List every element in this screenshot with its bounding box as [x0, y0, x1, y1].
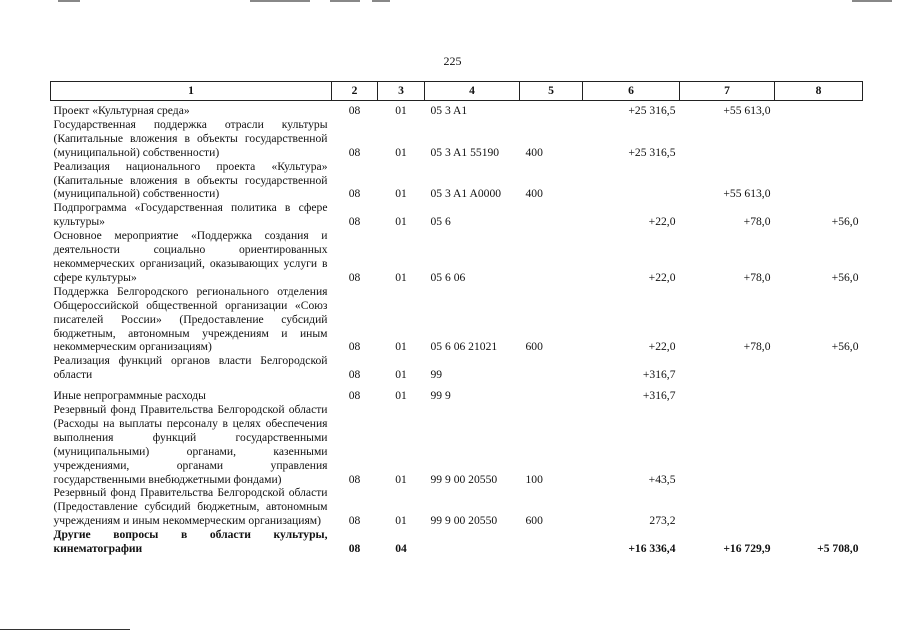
subsection-code: 01 — [395, 145, 407, 159]
row-description: Государственная поддержка отрасли культуры (Капитальные вложения в объекты государственной (муниципальной) собственности) — [53, 117, 328, 159]
section-code: 08 — [348, 104, 361, 117]
table-row — [51, 229, 863, 285]
row-description: Резервный фонд Правительства Белгородской области (Предоставление субсидий бюджетным, автономным учреждениям и иным некоммерческим организациям) — [53, 486, 328, 528]
row-description: Резервный фонд Правительства Белгородской области (Расходы на выплаты персоналу в целях обеспечения выполнения функций государственными (муниципальными) органами, казенными учреждениями, органами управления государственными внебюджетными фондами) — [53, 403, 328, 486]
section-code: 08 — [348, 187, 361, 201]
table-row — [51, 285, 863, 355]
amount-col-7: +78,0 — [743, 215, 771, 229]
amount-col-7: +55 613,0 — [723, 104, 771, 117]
row-description: Иные непрограммные расходы — [53, 389, 206, 403]
header-cell: 8 — [775, 82, 863, 101]
subsection-code: 01 — [395, 215, 407, 229]
header-row — [51, 82, 863, 101]
scan-mark — [330, 0, 360, 2]
section-code: 08 — [348, 542, 361, 556]
amount-col-8 — [775, 403, 863, 486]
amount-col-7: +16 729,9 — [723, 542, 771, 556]
header-cell: 6 — [583, 82, 680, 101]
amount-col-6: +22,0 — [648, 340, 676, 354]
amount-col-7: +55 613,0 — [723, 187, 771, 201]
expense-type-code — [520, 229, 583, 285]
section-code: 08 — [348, 145, 361, 159]
amount-col-8: +56,0 — [831, 340, 859, 354]
amount-col-8 — [775, 118, 863, 160]
amount-col-7 — [680, 118, 775, 160]
section-code: 08 — [348, 270, 361, 284]
amount-col-8: +56,0 — [831, 270, 859, 284]
target-article-code — [425, 528, 520, 556]
target-article-code: 05 3 A1 A0000 — [430, 187, 502, 201]
row-description: Реализация национального проекта «Культура» (Капитальные вложения в объекты государственной (муниципальной) собственности) — [53, 159, 328, 201]
table-row — [51, 201, 863, 229]
amount-col-6: 273,2 — [649, 514, 676, 528]
expense-type-code: 100 — [525, 472, 543, 486]
target-article-code: 05 3 A1 — [430, 104, 468, 117]
header-cell: 2 — [332, 82, 378, 101]
expense-type-code: 400 — [525, 187, 543, 201]
amount-col-8: +56,0 — [831, 215, 859, 229]
subsection-code: 01 — [395, 472, 407, 486]
expense-type-code: 600 — [525, 340, 543, 354]
amount-col-6: +316,7 — [642, 368, 676, 382]
target-article-code: 99 — [430, 368, 443, 382]
section-code: 08 — [348, 215, 361, 229]
row-description: Поддержка Белгородского регионального отделения Общероссийской общественной организации «Союз писателей России» (Предоставление субсидий бюджетным, автономным учреждениям и иным некоммерческим организациям) — [53, 284, 328, 354]
row-description: Подпрограмма «Государственная политика в сфере культуры» — [53, 201, 328, 229]
target-article-code: 05 6 06 — [430, 270, 466, 284]
row-description: Проект «Культурная среда» — [53, 104, 190, 117]
amount-col-6: +25 316,5 — [628, 145, 676, 159]
subsection-code: 01 — [395, 270, 407, 284]
target-article-code: 99 9 — [430, 389, 451, 403]
amount-col-6: +316,7 — [642, 389, 676, 403]
row-description: Реализация функций органов власти Белгородской области — [53, 354, 328, 382]
expense-type-code — [520, 101, 583, 118]
scan-mark — [852, 0, 892, 2]
expense-type-code — [520, 382, 583, 403]
expense-type-code: 600 — [525, 514, 543, 528]
table-row — [51, 403, 863, 486]
table-row — [51, 486, 863, 528]
amount-col-6: +25 316,5 — [628, 104, 676, 117]
amount-col-6: +43,5 — [648, 472, 676, 486]
expense-type-code: 400 — [525, 145, 543, 159]
amount-col-8 — [775, 382, 863, 403]
section-code: 08 — [348, 340, 361, 354]
section-code: 08 — [348, 514, 361, 528]
amount-col-7: +78,0 — [743, 340, 771, 354]
scan-mark — [250, 0, 310, 2]
target-article-code: 99 9 00 20550 — [430, 514, 498, 528]
expense-type-code — [520, 201, 583, 229]
subsection-code: 01 — [395, 368, 407, 382]
amount-col-6: +22,0 — [648, 215, 676, 229]
amount-col-6: +22,0 — [648, 270, 676, 284]
header-cell: 7 — [680, 82, 775, 101]
section-code: 08 — [348, 368, 361, 382]
amount-col-8 — [775, 354, 863, 382]
target-article-code: 99 9 00 20550 — [430, 472, 498, 486]
amount-col-8: +5 708,0 — [817, 542, 859, 556]
amount-col-7 — [680, 354, 775, 382]
scan-mark — [0, 629, 130, 630]
amount-col-7: +78,0 — [743, 270, 771, 284]
subsection-code: 01 — [395, 187, 407, 201]
target-article-code: 05 6 06 21021 — [430, 340, 498, 354]
table-row — [51, 382, 863, 403]
table-row — [51, 160, 863, 202]
amount-col-7 — [680, 486, 775, 528]
amount-col-6: +16 336,4 — [628, 542, 676, 556]
subsection-code: 01 — [395, 389, 407, 403]
amount-col-7 — [680, 403, 775, 486]
target-article-code: 05 6 — [430, 215, 451, 229]
table-row — [51, 528, 863, 556]
target-article-code: 05 3 A1 55190 — [430, 145, 500, 159]
amount-col-8 — [775, 486, 863, 528]
header-cell: 1 — [51, 82, 332, 101]
subsection-code: 01 — [395, 514, 407, 528]
scan-mark — [58, 0, 80, 2]
section-code: 08 — [348, 389, 361, 403]
row-description: Другие вопросы в области культуры, кинематографии — [53, 528, 328, 556]
amount-col-8 — [775, 101, 863, 118]
section-code: 08 — [348, 472, 361, 486]
subsection-code: 01 — [395, 340, 407, 354]
subsection-code: 04 — [395, 542, 407, 556]
amount-col-8 — [775, 160, 863, 202]
header-cell: 4 — [425, 82, 520, 101]
page-number: 225 — [443, 54, 462, 68]
amount-col-6 — [583, 160, 680, 202]
row-description: Основное мероприятие «Поддержка создания и деятельности социально ориентированных некоммерческих организаций, оказывающих услуги в сфере культуры» — [53, 229, 328, 284]
table-row — [51, 101, 863, 118]
amount-col-7 — [680, 382, 775, 403]
header-cell: 5 — [520, 82, 583, 101]
expense-type-code — [520, 528, 583, 556]
expense-type-code — [520, 354, 583, 382]
budget-table — [50, 81, 863, 556]
table-row — [51, 354, 863, 382]
subsection-code: 01 — [395, 104, 407, 117]
scan-mark — [372, 0, 390, 2]
header-cell: 3 — [378, 82, 425, 101]
table-row — [51, 118, 863, 160]
